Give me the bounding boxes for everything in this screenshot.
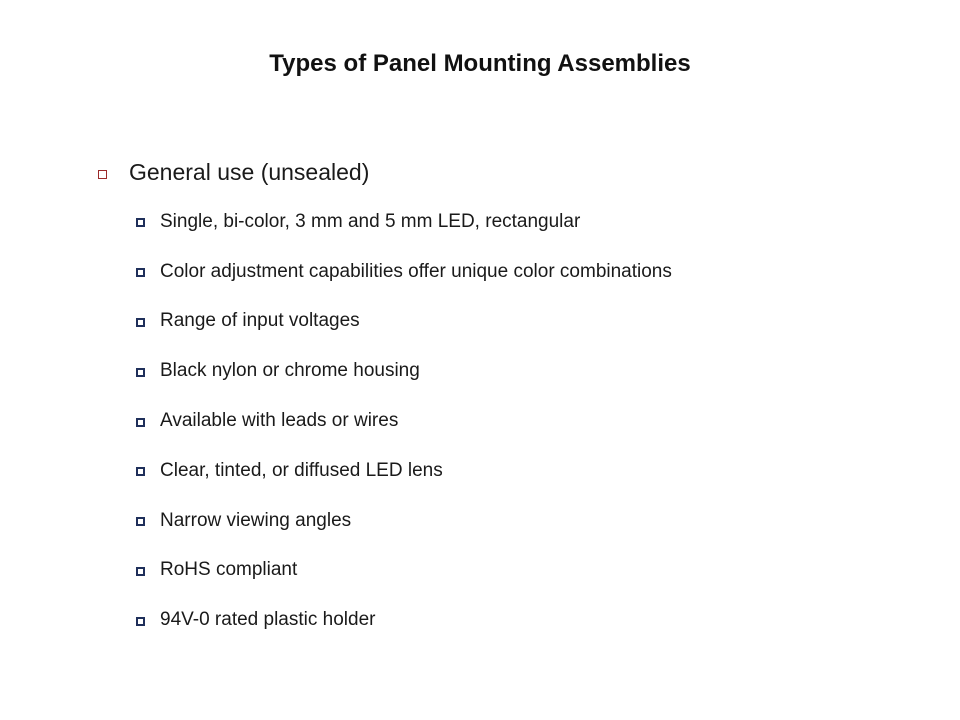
list-item <box>136 496 672 546</box>
list-item-text: Black nylon or chrome housing <box>160 360 420 382</box>
list-item-text: Clear, tinted, or diffused LED lens <box>160 459 443 481</box>
list-item <box>136 346 672 396</box>
list-item-text: Single, bi-color, 3 mm and 5 mm LED, rectangular <box>160 210 581 232</box>
list-item <box>136 297 672 347</box>
square-bullet-icon <box>136 517 145 526</box>
square-bullet-icon <box>136 318 145 327</box>
list-item <box>136 546 672 596</box>
square-bullet-icon <box>136 617 145 626</box>
square-bullet-icon <box>136 418 145 427</box>
main-bullet-text: General use (unsealed) <box>129 159 370 185</box>
list-item-text: 94V-0 rated plastic holder <box>160 609 376 631</box>
list-item-text: Narrow viewing angles <box>160 509 352 531</box>
list-item <box>136 446 672 496</box>
square-bullet-icon <box>136 368 145 377</box>
square-bullet-icon <box>136 567 145 576</box>
slide-title: Types of Panel Mounting Assemblies <box>269 50 691 77</box>
main-bullet-item <box>98 159 369 186</box>
list-item-text: Available with leads or wires <box>160 410 399 432</box>
list-item <box>136 396 672 446</box>
list-item <box>136 247 672 297</box>
list-item <box>136 197 672 247</box>
list-item-text: Color adjustment capabilities offer unique color combinations <box>160 260 672 282</box>
hollow-square-bullet-icon <box>98 170 107 179</box>
square-bullet-icon <box>136 467 145 476</box>
square-bullet-icon <box>136 268 145 277</box>
sub-bullet-list <box>136 197 672 645</box>
list-item-text: RoHS compliant <box>160 559 298 581</box>
list-item-text: Range of input voltages <box>160 310 360 332</box>
square-bullet-icon <box>136 218 145 227</box>
list-item <box>136 595 672 645</box>
